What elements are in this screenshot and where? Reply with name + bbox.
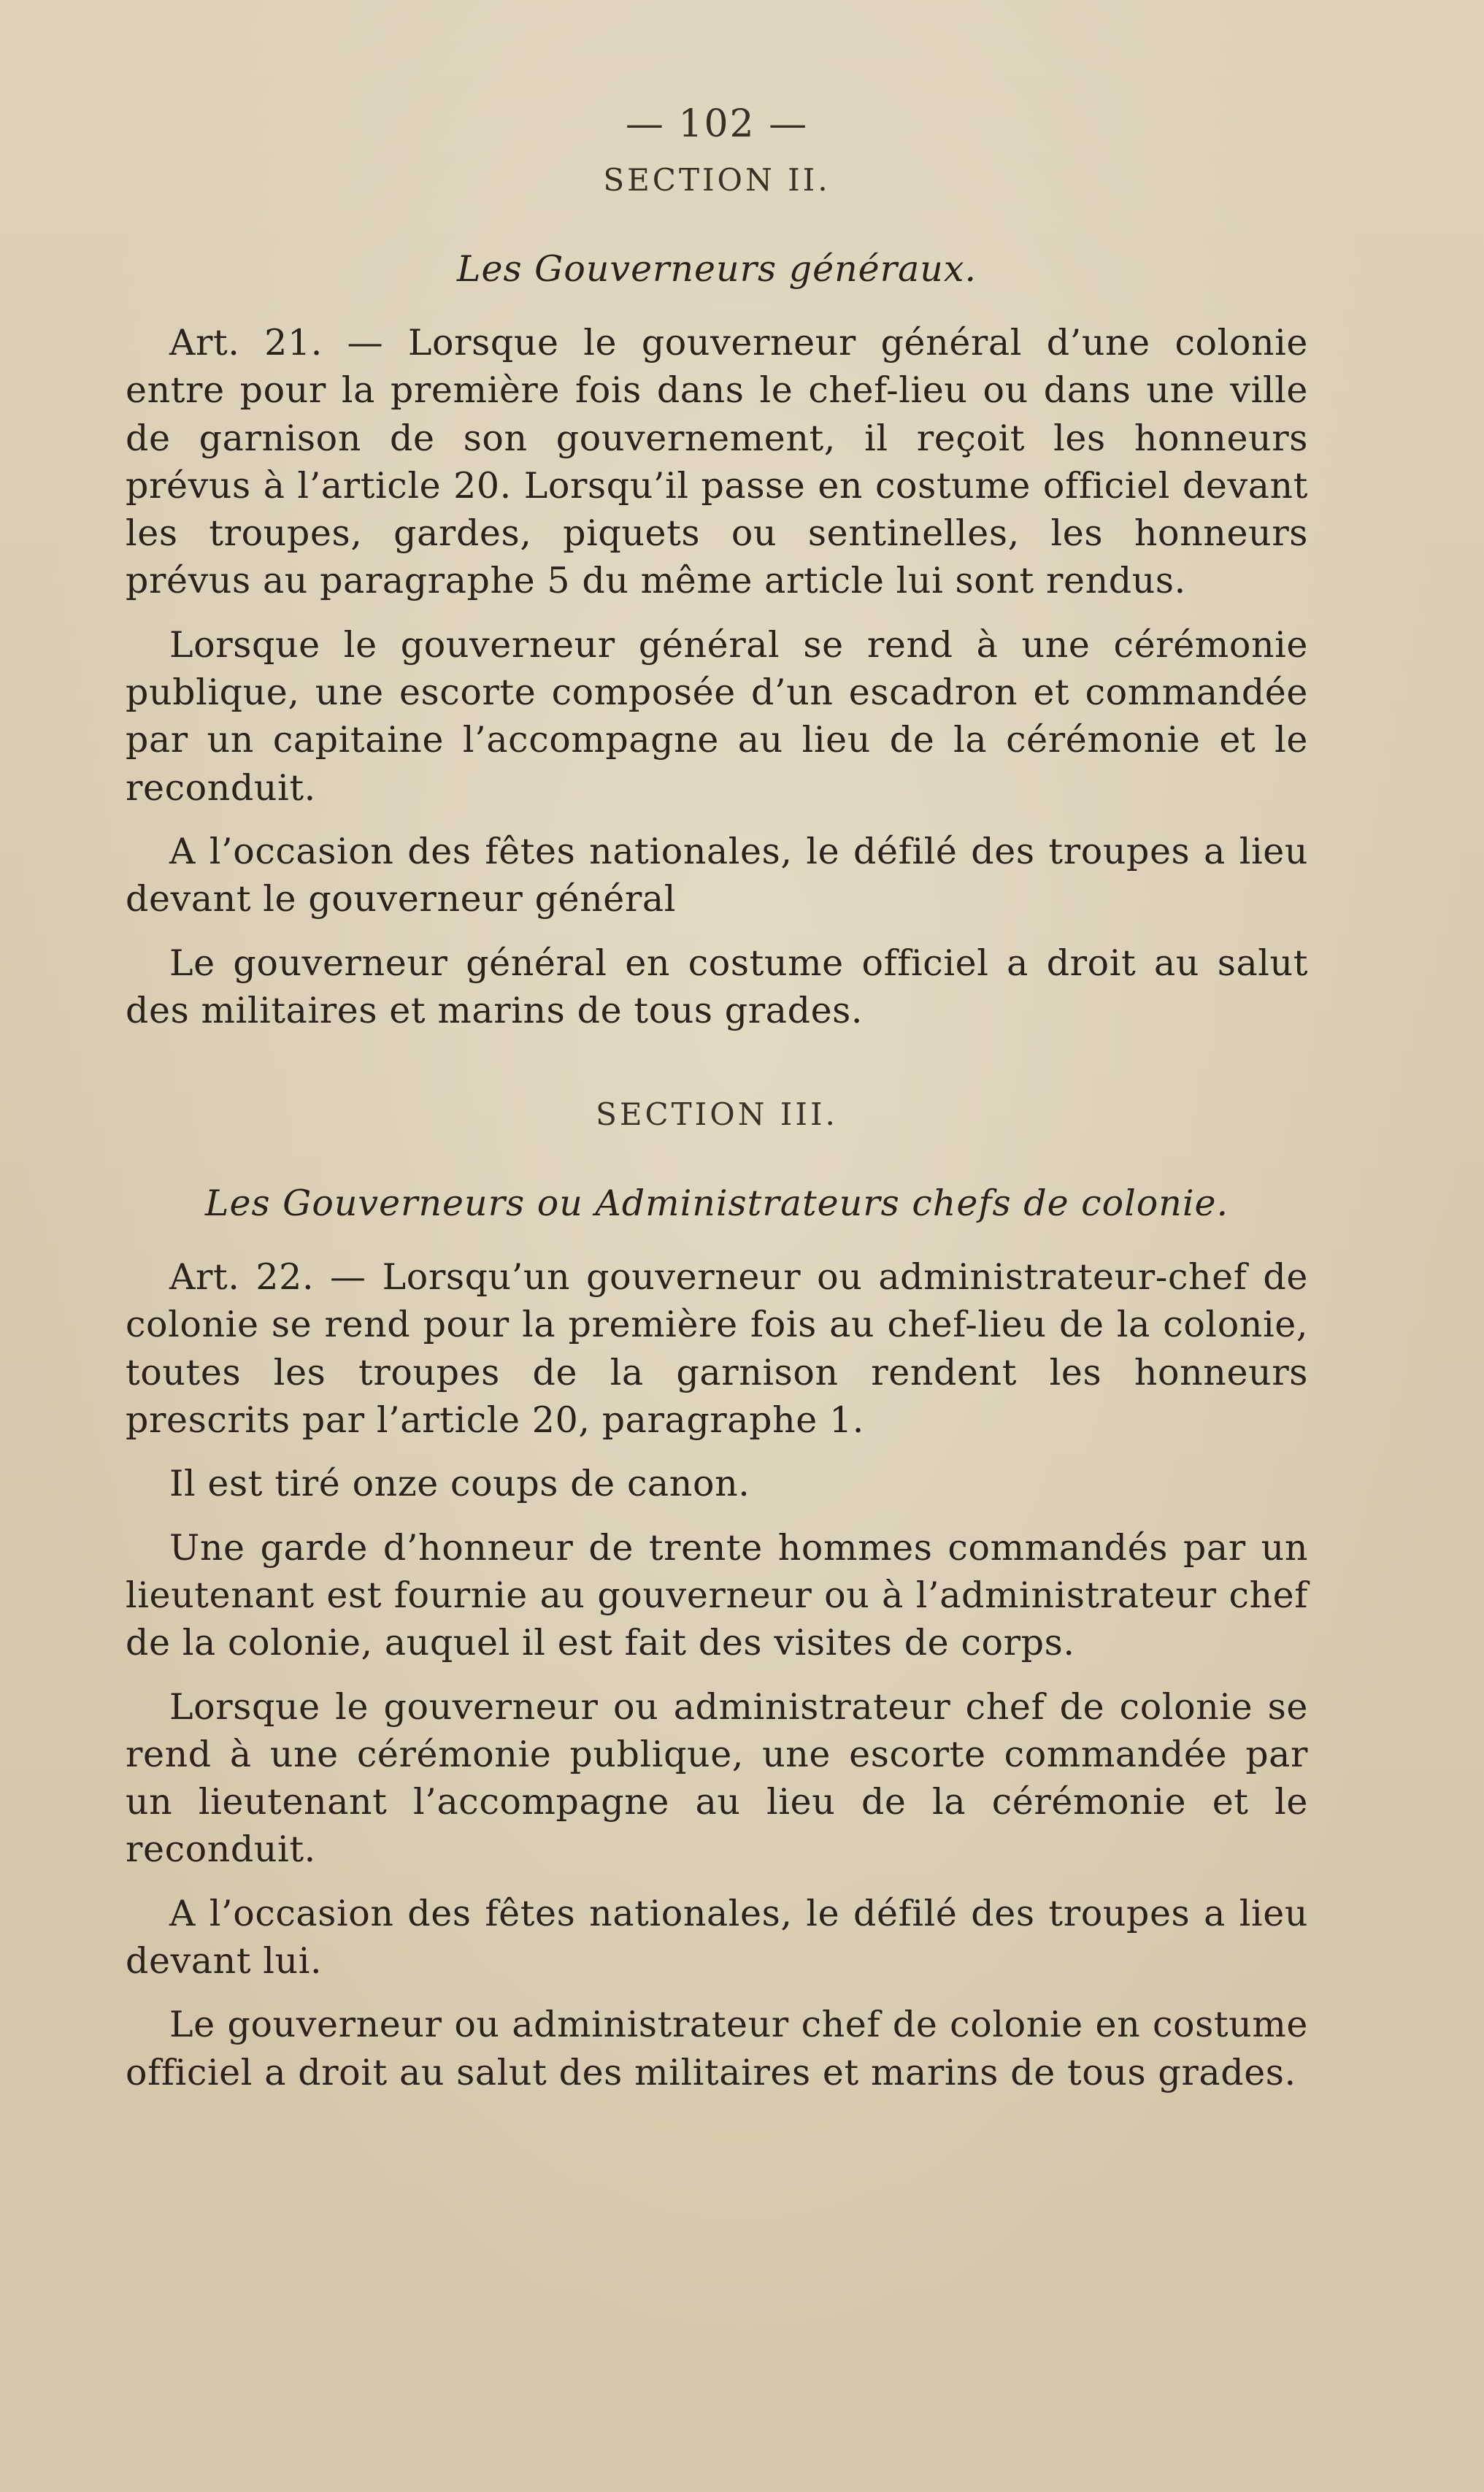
section-2 (126, 158, 1308, 1034)
paragraph: Le gouverneur général en costume officiel a droit au salut des militaires et marins de tous grades. (126, 942, 1308, 1031)
paragraph: Lorsque le gouverneur ou administrateur chef de colonie se rend à une cérémonie publique, une escorte commandée par un lieutenant l’accompagne au lieu de la cérémonie et le reconduit. (126, 1685, 1308, 1871)
paragraph: Il est tiré onze coups de canon. (169, 1463, 750, 1505)
section-heading: SECTION II. (603, 162, 831, 198)
section-gap (126, 1050, 1308, 1093)
section-3 (126, 1093, 1308, 2096)
paragraph: Une garde d’honneur de trente hommes commandés par un lieutenant est fournie au gouverneur ou à l’administrateur chef de la colonie, auquel il est fait des visites de corps. (126, 1526, 1308, 1664)
section-title: Les Gouverneurs généraux. (456, 248, 977, 290)
paragraph: Lorsque le gouverneur général se rend à une cérémonie publique, une escorte composée d’un escadron et commandée par un capitaine l’accompagne au lieu de la cérémonie et le reconduit. (126, 623, 1308, 809)
paragraph: Art. 21. — Lorsque le gouverneur général d’une colonie entre pour la première fois dans le chef-lieu ou dans une ville de garnison de son gouvernement, il reçoit les honneurs prévus à l’article 20. Lorsqu’il passe en costume officiel devant les troupes, gardes, piquets ou sentinelles, les honneurs prévus au paragraphe 5 du même article lui sont rendus. (126, 322, 1308, 602)
paragraph: A l’occasion des fêtes nationales, le défilé des troupes a lieu devant le gouverneur général (126, 830, 1308, 920)
paragraph: Art. 22. — Lorsqu’un gouverneur ou administrateur-chef de colonie se rend pour la première fois au chef-lieu de la colonie, toutes les troupes de la garnison rendent les honneurs prescrits par l’article 20, paragraphe 1. (126, 1256, 1308, 1442)
paragraph: A l’occasion des fêtes nationales, le défilé des troupes a lieu devant lui. (126, 1892, 1308, 1983)
page-number: — 102 — (625, 102, 809, 146)
section-heading: SECTION III. (596, 1096, 838, 1133)
section-title: Les Gouverneurs ou Administrateurs chefs de colonie. (204, 1182, 1229, 1225)
paragraph: Le gouverneur ou administrateur chef de colonie en costume officiel a droit au salut des militaires et marins de tous grades. (126, 2004, 1308, 2093)
page-body (126, 99, 1308, 2112)
